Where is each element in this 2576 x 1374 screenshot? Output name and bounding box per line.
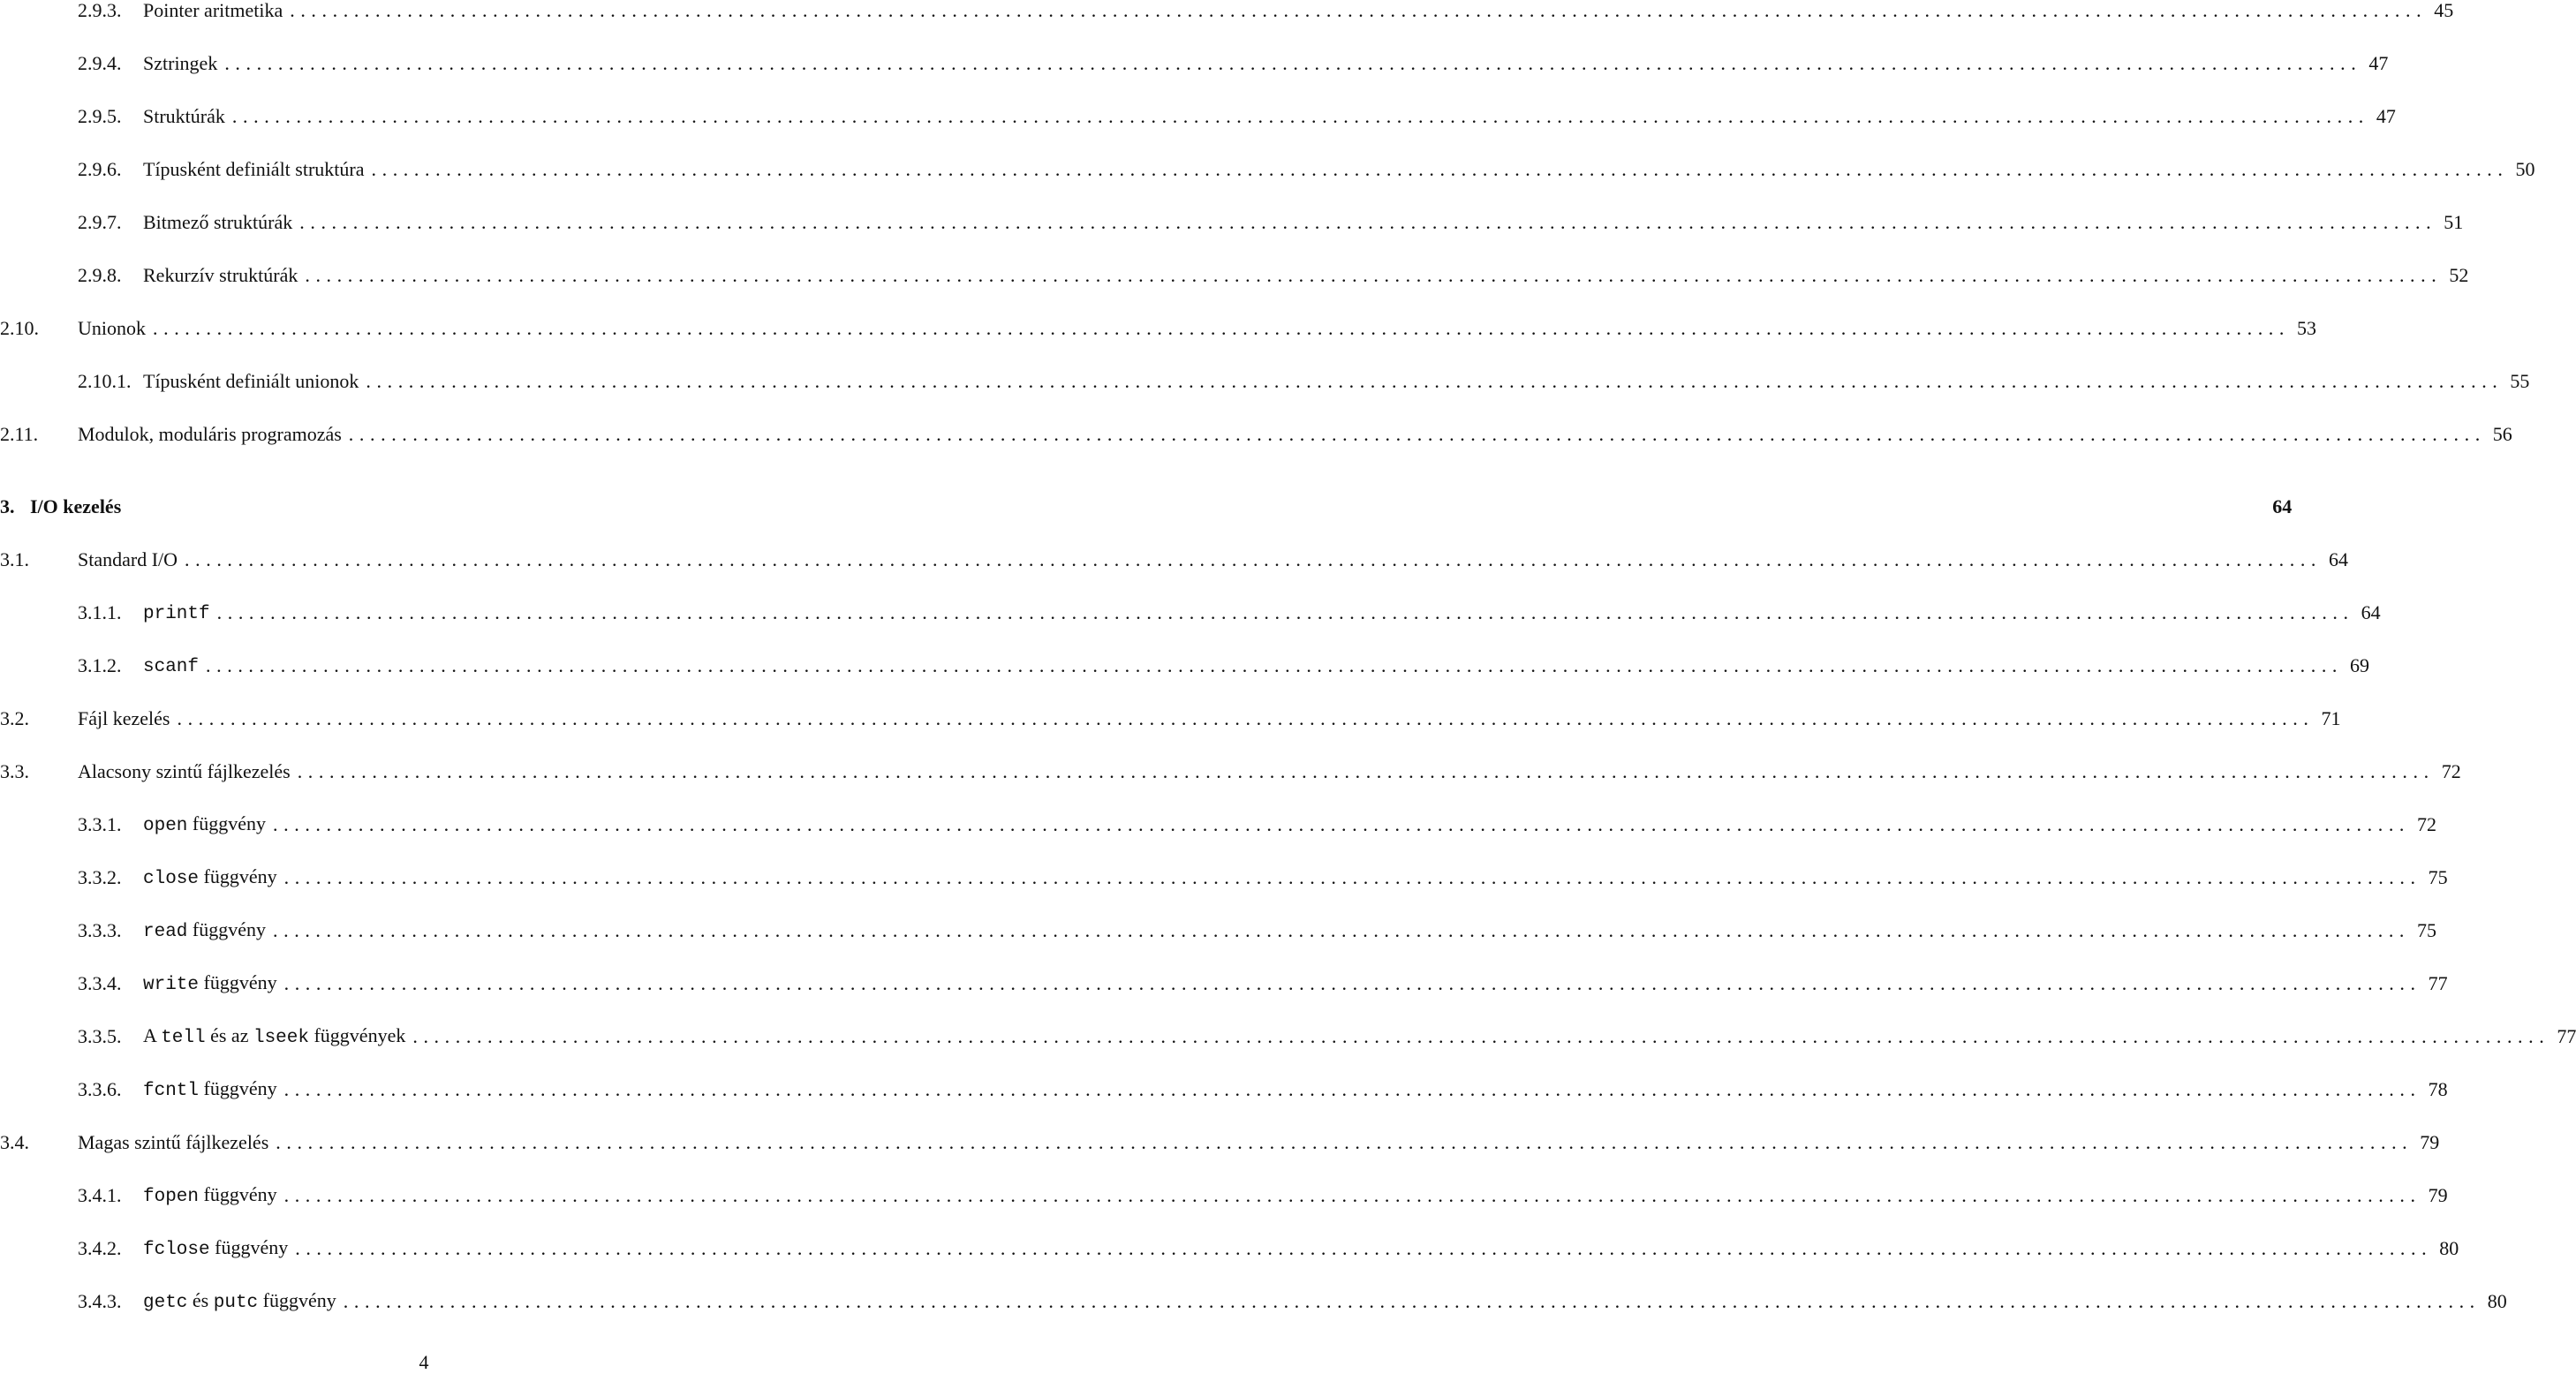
- toc-entry[interactable]: [0, 811, 2437, 839]
- toc-entry-page: 79: [2428, 1184, 2448, 1206]
- title-text: Típusként definiált unionok: [143, 370, 359, 392]
- toc-entry[interactable]: [0, 1234, 2459, 1263]
- toc-entry-title: [143, 916, 266, 947]
- toc-entry-number: 3.3.2.: [78, 866, 122, 888]
- title-text: I/O kezelés: [30, 495, 122, 517]
- code-term: fcntl: [143, 1080, 200, 1101]
- code-term: getc: [143, 1292, 188, 1313]
- title-text: függvény: [187, 917, 267, 940]
- toc-entry[interactable]: [0, 970, 2448, 998]
- title-text: Bitmező struktúrák: [143, 211, 293, 233]
- toc-entry-page: 53: [2297, 317, 2316, 339]
- code-term: putc: [213, 1292, 259, 1313]
- dot-leader: ........................................................................................................................................................................................................: [273, 919, 2411, 941]
- toc-entry-number: 3.3.4.: [78, 972, 122, 994]
- toc-entry-page: 77: [2428, 972, 2448, 994]
- dot-leader: ........................................................................................................................................................................................................: [224, 52, 2362, 74]
- dot-leader: ........................................................................................................................................................................................................: [305, 264, 2443, 286]
- title-text: Magas szintű fájlkezelés: [78, 1131, 269, 1153]
- toc-entry-page: 64: [2272, 495, 2293, 517]
- toc-entry-page: 71: [2321, 707, 2341, 729]
- toc-entry-page: 55: [2510, 370, 2530, 392]
- title-text: Modulok, moduláris programozás: [78, 423, 342, 445]
- toc-entry[interactable]: [0, 49, 2389, 78]
- toc-entry[interactable]: [0, 0, 2454, 25]
- toc-entry[interactable]: [0, 261, 2469, 290]
- toc-entry-number: 2.10.: [0, 317, 39, 339]
- toc-entry-number: 2.11.: [0, 423, 39, 445]
- title-text: függvény: [199, 970, 277, 993]
- toc-entry-page: 69: [2350, 654, 2370, 676]
- dot-leader: ........................................................................................................................................................................................................: [348, 423, 2486, 445]
- toc-entry-title: [78, 314, 146, 343]
- title-text: Sztringek: [143, 52, 218, 74]
- toc-entry-title: [78, 705, 170, 733]
- code-term: close: [143, 868, 200, 889]
- toc-entry-number: 3.3.6.: [78, 1078, 122, 1100]
- toc-entry-page: 77: [2557, 1025, 2576, 1047]
- toc-entry[interactable]: [0, 493, 2293, 521]
- toc-entry-page: 78: [2428, 1078, 2448, 1100]
- code-term: fopen: [143, 1186, 200, 1207]
- toc-entry[interactable]: [0, 155, 2535, 184]
- toc-entry[interactable]: [0, 420, 2512, 449]
- dot-leader: ........................................................................................................................................................................................................: [295, 1237, 2433, 1259]
- dot-leader: ........................................................................................................................................................................................................: [297, 760, 2435, 782]
- title-text: A: [143, 1023, 162, 1046]
- dot-leader: ........................................................................................................................................................................................................: [366, 370, 2504, 392]
- dot-leader: ........................................................................................................................................................................................................: [283, 1078, 2421, 1100]
- toc-entry-title: [143, 863, 277, 894]
- code-term: printf: [143, 603, 210, 624]
- title-text: függvény: [199, 1076, 277, 1099]
- dot-leader: ........................................................................................................................................................................................................: [185, 548, 2323, 570]
- toc-entry-title: [143, 367, 359, 396]
- title-text: Alacsony szintű fájlkezelés: [78, 760, 291, 782]
- toc-entry[interactable]: [0, 705, 2341, 733]
- toc-entry-number: 3.3.3.: [78, 919, 122, 941]
- toc-entry-title: [78, 546, 178, 574]
- code-term: lseek: [253, 1027, 309, 1048]
- toc-entry-page: 80: [2487, 1290, 2507, 1312]
- toc-entry-page: 56: [2492, 423, 2512, 445]
- toc-entry-page: 79: [2420, 1131, 2440, 1153]
- dot-leader: ........................................................................................................................................................................................................: [283, 1184, 2421, 1206]
- toc-entry-title: [143, 208, 292, 237]
- dot-leader: ........................................................................................................................................................................................................: [283, 972, 2421, 994]
- toc-entry-number: 3.4.: [0, 1131, 29, 1153]
- dot-leader: ........................................................................................................................................................................................................: [231, 105, 2369, 127]
- toc-entry-number: 2.10.1.: [78, 370, 132, 392]
- dot-leader: ........................................................................................................................................................................................................: [276, 1131, 2414, 1153]
- toc-entry[interactable]: [0, 1076, 2448, 1104]
- toc-entry-title: [30, 493, 121, 521]
- toc-entry-title: [143, 102, 225, 131]
- toc-entry-title: [143, 261, 298, 290]
- toc-entry-title: [143, 49, 217, 78]
- dot-leader: ........................................................................................................................................................................................................: [206, 654, 2344, 676]
- title-text: Pointer aritmetika: [143, 0, 283, 21]
- toc-entry-page: 75: [2417, 919, 2437, 941]
- toc-entry-page: 45: [2434, 0, 2454, 21]
- toc-entry-number: 2.9.6.: [78, 158, 122, 180]
- dot-leader: ........................................................................................................................................................................................................: [371, 158, 2509, 180]
- toc-entry[interactable]: [0, 367, 2530, 396]
- toc-entry-page: 75: [2428, 866, 2448, 888]
- toc-entry[interactable]: [0, 102, 2396, 131]
- toc-entry-number: 3.3.5.: [78, 1025, 122, 1047]
- toc-entry-title: [143, 1022, 405, 1053]
- toc-entry-title: [143, 1234, 288, 1265]
- title-text: Rekurzív struktúrák: [143, 264, 298, 286]
- toc-entry-page: 52: [2449, 264, 2469, 286]
- title-text: Típusként definiált struktúra: [143, 158, 365, 180]
- toc-entry-page: 47: [2368, 52, 2389, 74]
- title-text: függvény: [199, 1182, 277, 1205]
- dot-leader: ........................................................................................................................................................................................................: [290, 0, 2428, 21]
- toc-entry-number: 3.3.1.: [78, 813, 122, 835]
- toc-entry-title: [143, 155, 365, 184]
- dot-leader: ........................................................................................................................................................................................................: [216, 601, 2354, 623]
- dot-leader: ........................................................................................................................................................................................................: [343, 1290, 2481, 1312]
- toc-entry-title: [143, 0, 283, 25]
- toc-entry[interactable]: [0, 208, 2464, 237]
- dot-leader: ........................................................................................................................................................................................................: [283, 866, 2421, 888]
- title-text: és: [187, 1288, 214, 1311]
- code-term: tell: [161, 1027, 206, 1048]
- page-number: 4: [419, 1351, 429, 1373]
- toc-entry-title: [78, 420, 342, 449]
- toc-entry-title: [143, 810, 266, 841]
- toc-entry-number: 3.2.: [0, 707, 29, 729]
- toc-entry[interactable]: [0, 758, 2461, 786]
- toc-entry-page: 80: [2439, 1237, 2459, 1259]
- toc-entry[interactable]: [0, 917, 2437, 945]
- toc-entry-number: 3.1.: [0, 548, 29, 570]
- dot-leader: ........................................................................................................................................................................................................: [153, 317, 2290, 339]
- toc-entry[interactable]: [0, 864, 2448, 892]
- toc-entry-number: 3.4.1.: [78, 1184, 122, 1206]
- title-text: és az: [205, 1023, 253, 1046]
- toc-entry-number: 3.4.2.: [78, 1237, 122, 1259]
- title-text: Unionok: [78, 317, 146, 339]
- code-term: scanf: [143, 656, 200, 677]
- dot-leader: ........................................................................................................................................................................................................: [177, 707, 2315, 729]
- toc-entry-title: [143, 969, 277, 1000]
- title-text: függvény: [258, 1288, 336, 1311]
- toc-entry[interactable]: [0, 1181, 2448, 1210]
- toc-entry-number: 2.9.7.: [78, 211, 122, 233]
- toc-entry[interactable]: [0, 314, 2316, 343]
- title-text: Struktúrák: [143, 105, 225, 127]
- toc-entry-number: 3.1.2.: [78, 654, 122, 676]
- toc-entry-title: [143, 1181, 277, 1212]
- dot-leader: ........................................................................................................................................................................................................: [412, 1025, 2550, 1047]
- title-text: függvény: [209, 1235, 289, 1258]
- toc-entry-page: 64: [2329, 548, 2349, 570]
- toc-entry-title: [143, 598, 210, 629]
- dot-leader: ........................................................................................................................................................................................................: [299, 211, 2437, 233]
- toc-entry-title: [78, 758, 291, 786]
- title-text: Fájl kezelés: [78, 707, 170, 729]
- title-text: függvény: [199, 864, 277, 887]
- toc-entry-number: 2.9.4.: [78, 52, 122, 74]
- toc-entry-page: 72: [2417, 813, 2437, 835]
- toc-entry-number: 3.1.1.: [78, 601, 122, 623]
- toc-entry-page: 72: [2441, 760, 2461, 782]
- toc-entry-number: 3.: [0, 495, 15, 517]
- toc-entry-title: [143, 651, 199, 682]
- toc-entry-number: 2.9.5.: [78, 105, 122, 127]
- title-text: Standard I/O: [78, 548, 178, 570]
- toc-entry[interactable]: [0, 1023, 2576, 1051]
- code-term: open: [143, 815, 188, 836]
- toc-entry-number: 3.3.: [0, 760, 29, 782]
- toc-entry-page: 47: [2376, 105, 2396, 127]
- toc-entry[interactable]: [0, 599, 2381, 627]
- toc-entry-number: 2.9.3.: [78, 0, 122, 21]
- code-term: read: [143, 921, 188, 942]
- toc-entry[interactable]: [0, 1287, 2507, 1316]
- toc-entry-number: 3.4.3.: [78, 1290, 122, 1312]
- toc-entry-title: [143, 1075, 277, 1106]
- toc-entry-page: 51: [2444, 211, 2464, 233]
- toc-entry[interactable]: [0, 1129, 2440, 1157]
- code-term: write: [143, 974, 200, 995]
- toc-entry-number: 2.9.8.: [78, 264, 122, 286]
- toc-entry[interactable]: [0, 652, 2370, 680]
- toc-entry[interactable]: [0, 546, 2349, 574]
- toc-entry-page: 50: [2515, 158, 2535, 180]
- code-term: fclose: [143, 1239, 210, 1260]
- toc-entry-title: [143, 1287, 336, 1317]
- title-text: függvény: [187, 812, 267, 834]
- toc-entry-title: [78, 1129, 268, 1157]
- toc-entry-page: 64: [2361, 601, 2381, 623]
- dot-leader: ........................................................................................................................................................................................................: [273, 813, 2411, 835]
- title-text: függvények: [308, 1023, 406, 1046]
